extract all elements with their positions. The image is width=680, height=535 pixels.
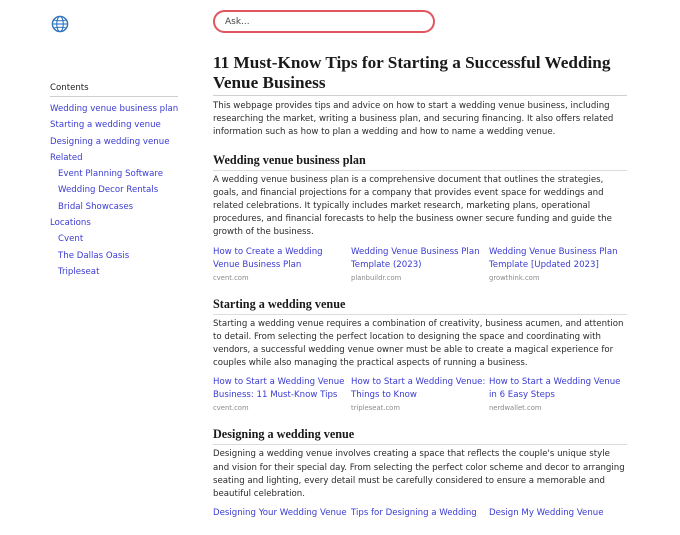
source-card[interactable] [351,376,489,413]
source-domain: nerdwallet.com [489,404,542,413]
section-text: Starting a wedding venue requires a combination of creativity, business acumen, and attention to detail. From selecting the perfect location to designing the space and coordinating with vendors, a successful wedding venue owner must be able to create a magical experience for couples while also managing the practical aspects of running a business. [213,318,624,369]
source-title-link[interactable]: How to Start a Wedding Venue: Things to Know [351,377,486,401]
article-title: 11 Must-Know Tips for Starting a Successful Wedding Venue Business [213,53,627,96]
toc-item-related[interactable]: Related [50,152,83,163]
source-title-link[interactable]: How to Start a Wedding Venue Business: 11 Must-Know Tips [213,377,345,401]
toc-item-dallas-oasis[interactable]: The Dallas Oasis [58,250,130,261]
toc-item-starting[interactable]: Starting a wedding venue [50,120,161,131]
source-domain: planbuildr.com [351,273,402,282]
source-card[interactable] [489,246,627,283]
source-list [213,376,627,413]
toc-item-tripleseat[interactable]: Tripleseat [58,266,100,277]
section-text: Designing a wedding venue involves creating a space that reflects the couple's unique style and vision for their special day. From selecting the perfect color scheme and decor to arranging seating and lighting, every detail must be carefully considered to ensure a memorable and beautiful celebration. [213,449,625,500]
toc-item-bridal-showcases[interactable]: Bridal Showcases [58,201,134,212]
table-of-contents [50,83,178,280]
section-text: A wedding venue business plan is a comprehensive document that outlines the strategies, goals, and financial projections for a company that provides event space for weddings and related celebrations. It typically includes market research, marketing plans, operational procedures, and financial forecasts to help the business owner secure funding and guide the growth of the business. [213,174,612,238]
contents-title: Contents [50,83,178,97]
source-card[interactable] [489,507,627,521]
source-title-link[interactable]: Wedding Venue Business Plan Template [Updated 2023] [489,246,618,270]
article [213,53,627,535]
article-intro: This webpage provides tips and advice on how to start a wedding venue business, including researching the market, writing a business plan, and securing financing. It also offers related information such as how to plan a wedding and how to name a wedding venue. [213,101,614,138]
toc-item-locations[interactable]: Locations [50,218,91,229]
source-card[interactable] [213,507,351,521]
source-card[interactable] [213,376,351,413]
toc-item-wedding-decor-rentals[interactable]: Wedding Decor Rentals [58,185,159,196]
source-domain: growthink.com [489,273,540,282]
source-title-link[interactable]: Designing Your Wedding Venue [213,508,347,519]
globe-icon[interactable] [51,15,69,33]
source-list [213,246,627,283]
toc-item-designing[interactable]: Designing a wedding venue [50,136,170,147]
source-title-link[interactable]: Tips for Designing a Wedding [351,508,477,519]
source-list [213,507,627,521]
source-card[interactable] [351,507,489,521]
section-business-plan [213,153,627,283]
section-heading: Designing a wedding venue [213,427,627,445]
section-heading: Starting a wedding venue [213,297,627,315]
toc-item-event-planning-software[interactable]: Event Planning Software [58,169,163,180]
source-domain: cvent.com [213,273,249,282]
toc-item-cvent[interactable]: Cvent [58,234,84,245]
source-domain: cvent.com [213,404,249,413]
source-title-link[interactable]: How to Start a Wedding Venue in 6 Easy Steps [489,377,621,401]
section-designing [213,427,627,521]
section-starting [213,297,627,414]
search-input[interactable] [213,10,435,33]
source-title-link[interactable]: How to Create a Wedding Venue Business Plan [213,246,323,270]
source-card[interactable] [351,246,489,283]
source-domain: tripleseat.com [351,404,400,413]
source-title-link[interactable]: Design My Wedding Venue [489,508,604,519]
source-card[interactable] [489,376,627,413]
section-heading: Wedding venue business plan [213,153,627,171]
toc-item-business-plan[interactable]: Wedding venue business plan [50,104,179,114]
source-title-link[interactable]: Wedding Venue Business Plan Template (2023) [351,246,480,270]
source-card[interactable] [213,246,351,283]
